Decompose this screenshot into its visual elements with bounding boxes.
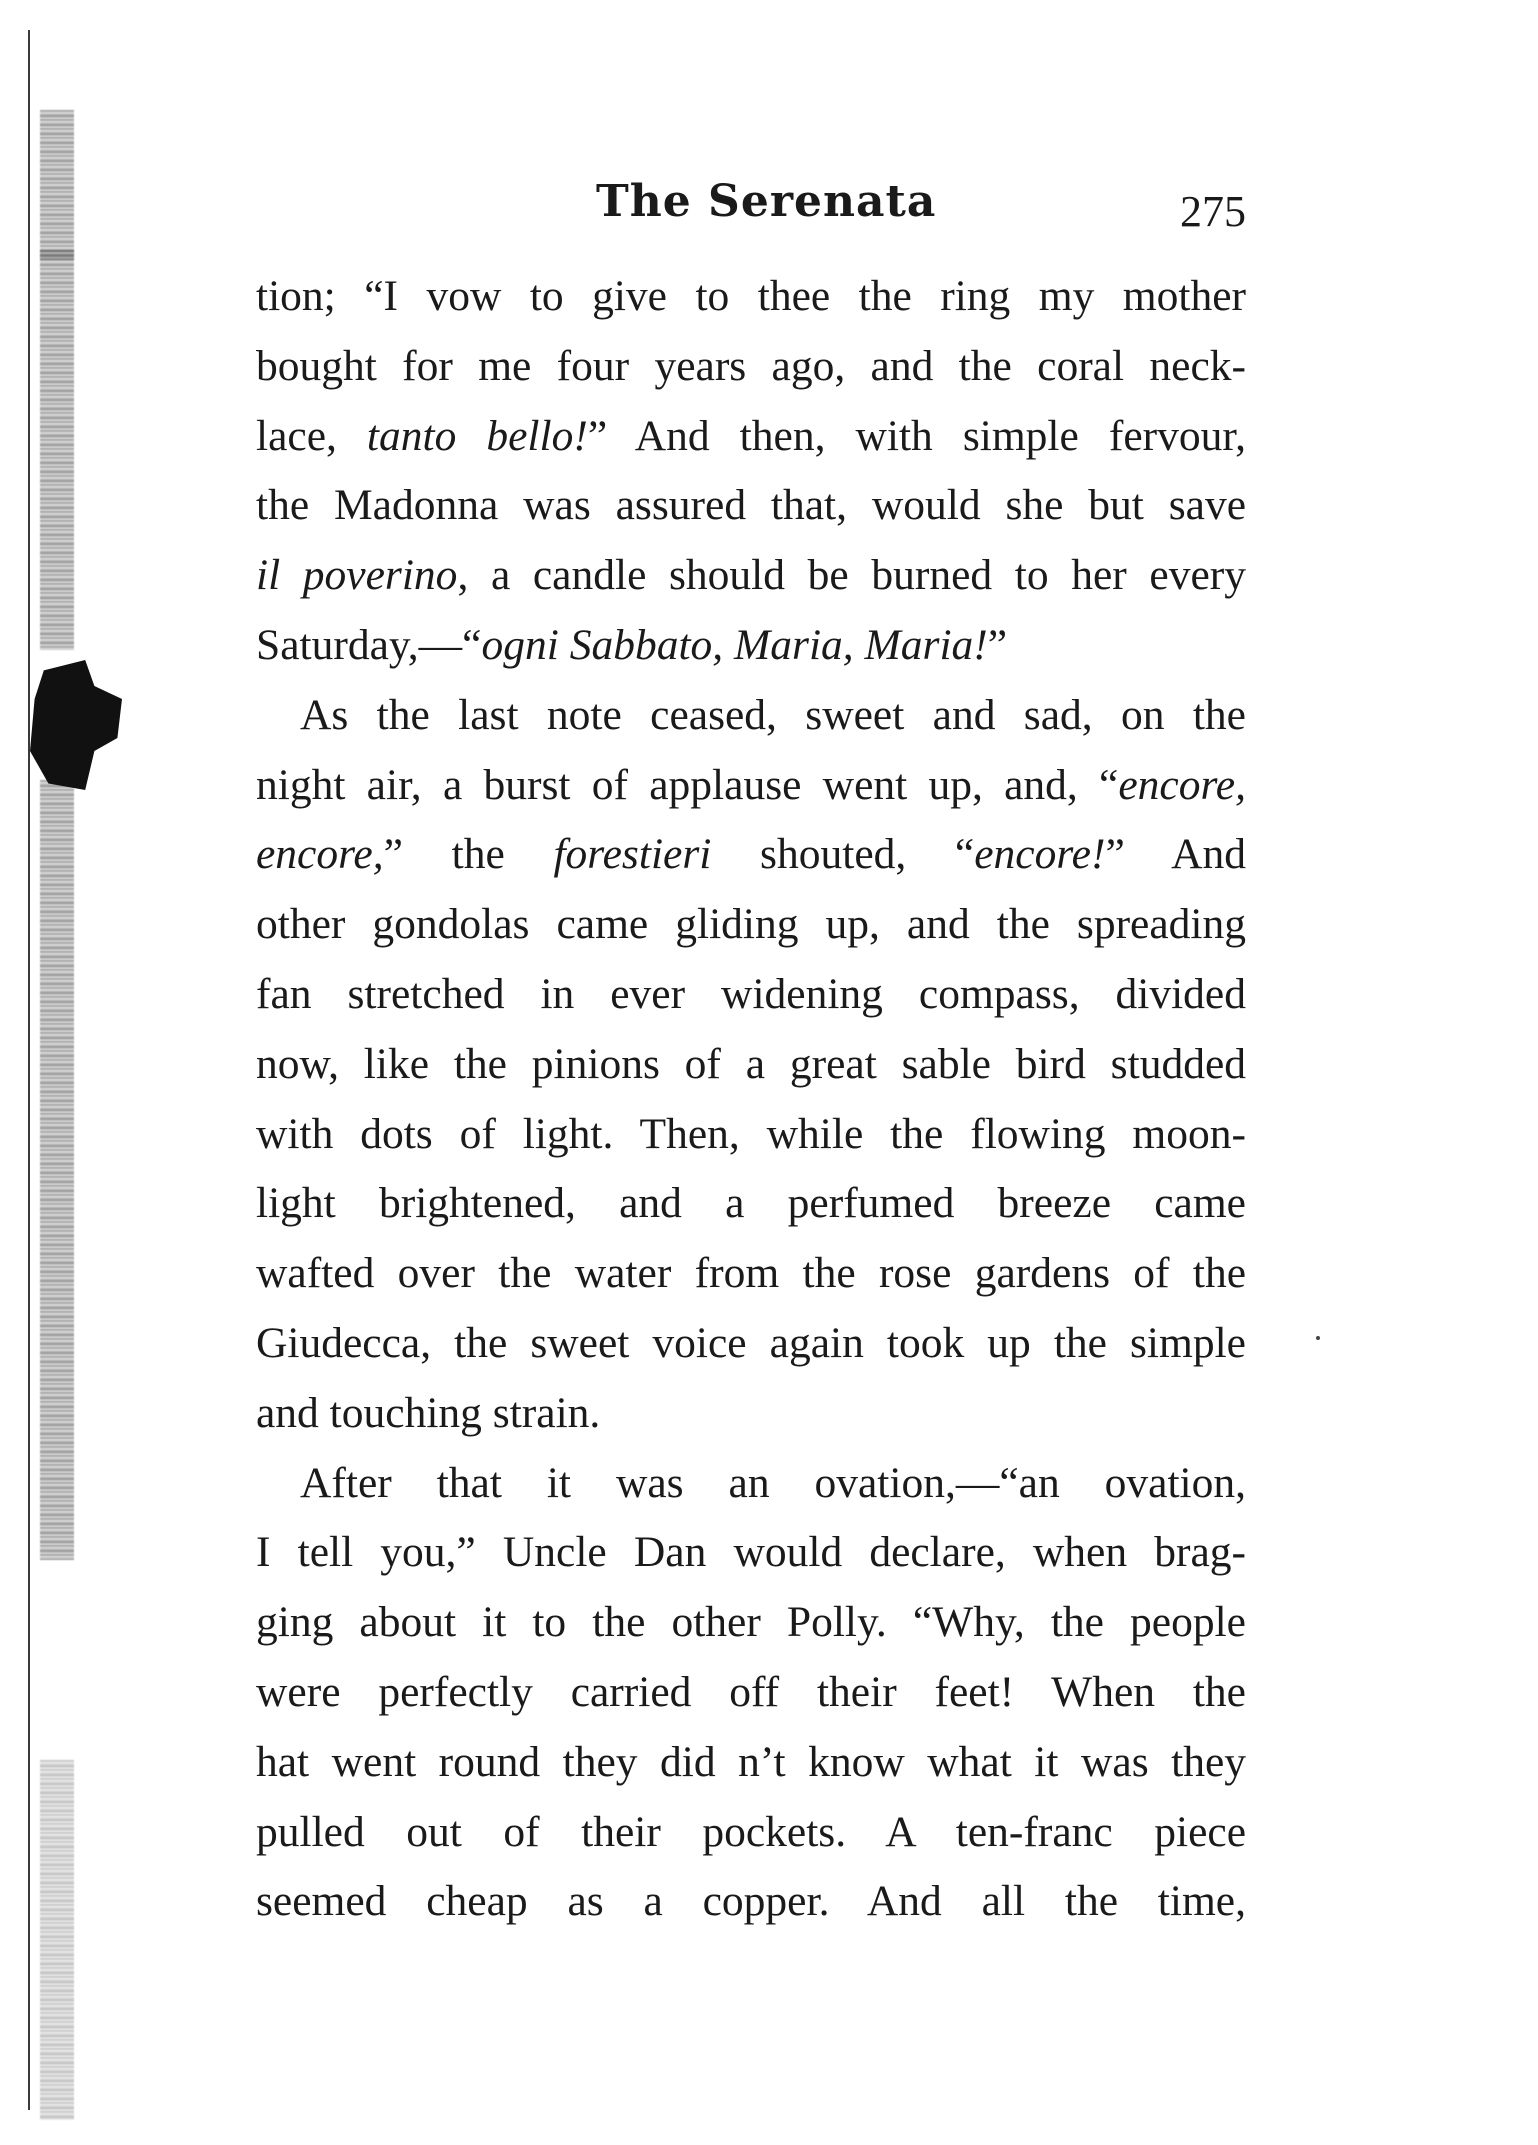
text-line bbox=[256, 402, 1246, 472]
italic-text: encore, bbox=[256, 830, 384, 879]
running-title: The Serenata bbox=[596, 176, 937, 227]
text-run: I tell you,” Uncle Dan would declare, when brag- bbox=[256, 1528, 1246, 1577]
text-line bbox=[256, 890, 1246, 960]
text-line bbox=[256, 1030, 1246, 1100]
text-run: lace, bbox=[256, 411, 367, 460]
text-run: ” And then, with simple fervour, bbox=[587, 411, 1246, 460]
page-header bbox=[256, 176, 1256, 236]
text-run: ” And bbox=[1105, 830, 1246, 879]
text-line bbox=[256, 960, 1246, 1030]
italic-text: tanto bello! bbox=[366, 411, 588, 460]
text-run: night air, a burst of applause went up, and, “ bbox=[256, 760, 1119, 809]
text-line bbox=[256, 820, 1246, 890]
text-run: Giudecca, the sweet voice again took up the simple bbox=[256, 1318, 1246, 1367]
text-line bbox=[256, 1518, 1246, 1588]
text-line bbox=[256, 1449, 1246, 1519]
italic-text: forestieri bbox=[553, 830, 712, 879]
text-run: were perfectly carried off their feet! When the bbox=[256, 1667, 1246, 1716]
text-run: with dots of light. Then, while the flowing moon- bbox=[256, 1109, 1246, 1158]
text-line bbox=[256, 262, 1246, 332]
text-line bbox=[256, 611, 1246, 681]
text-line bbox=[256, 1169, 1246, 1239]
scanned-binding-edge bbox=[0, 0, 140, 2145]
binding-shadow-2 bbox=[40, 250, 74, 650]
text-run: ” the bbox=[383, 830, 554, 879]
text-line bbox=[256, 1588, 1246, 1658]
text-run: other gondolas came gliding up, and the spreading bbox=[256, 900, 1246, 949]
text-run: As the last note ceased, sweet and sad, on the bbox=[300, 690, 1246, 739]
text-run: fan stretched in ever widening compass, divided bbox=[256, 969, 1246, 1018]
text-run: seemed cheap as a copper. And all the time, bbox=[256, 1877, 1246, 1926]
text-run: shouted, “ bbox=[711, 830, 975, 879]
text-line bbox=[256, 1798, 1246, 1868]
italic-text: ogni Sabbato, Maria, Maria! bbox=[481, 620, 988, 669]
text-line bbox=[256, 1379, 1246, 1449]
text-run: bought for me four years ago, and the coral neck- bbox=[256, 341, 1246, 390]
text-line bbox=[256, 751, 1246, 821]
text-line bbox=[256, 332, 1246, 402]
text-run: and touching strain. bbox=[256, 1388, 601, 1437]
text-run: ” bbox=[987, 620, 1008, 669]
text-line bbox=[256, 541, 1246, 611]
italic-text: il poverino bbox=[256, 551, 458, 600]
text-run: now, like the pinions of a great sable bird studded bbox=[256, 1039, 1246, 1088]
italic-text: encore, bbox=[1118, 760, 1246, 809]
text-run: the Madonna was assured that, would she but save bbox=[256, 481, 1246, 530]
text-line bbox=[256, 471, 1246, 541]
text-run: light brightened, and a perfumed breeze came bbox=[256, 1179, 1246, 1228]
binding-rule bbox=[28, 30, 30, 2110]
text-line bbox=[256, 1100, 1246, 1170]
text-run: Saturday,—“ bbox=[256, 620, 482, 669]
binding-shadow-1 bbox=[40, 110, 74, 260]
italic-text: encore! bbox=[974, 830, 1106, 879]
binding-ink-blot bbox=[30, 660, 122, 790]
text-line bbox=[256, 1658, 1246, 1728]
binding-shadow-4 bbox=[40, 1760, 74, 2120]
text-run: pulled out of their pockets. A ten-franc piece bbox=[256, 1807, 1246, 1856]
text-run: ging about it to the other Polly. “Why, the people bbox=[256, 1598, 1246, 1647]
text-run: , a candle should be burned to her every bbox=[457, 551, 1246, 600]
binding-shadow-3 bbox=[40, 780, 74, 1560]
text-run: After that it was an ovation,—“an ovation, bbox=[300, 1458, 1246, 1507]
text-line bbox=[256, 1867, 1246, 1937]
text-run: hat went round they did n’t know what it was they bbox=[256, 1737, 1246, 1786]
paper-speck bbox=[1316, 1336, 1320, 1340]
text-line bbox=[256, 1728, 1246, 1798]
text-run: wafted over the water from the rose gardens of the bbox=[256, 1249, 1246, 1298]
page-number: 275 bbox=[1180, 187, 1246, 236]
body-text bbox=[256, 262, 1246, 1937]
text-run: tion; “I vow to give to thee the ring my mother bbox=[256, 272, 1246, 320]
text-line bbox=[256, 1239, 1246, 1309]
text-line bbox=[256, 1309, 1246, 1379]
text-line bbox=[256, 681, 1246, 751]
